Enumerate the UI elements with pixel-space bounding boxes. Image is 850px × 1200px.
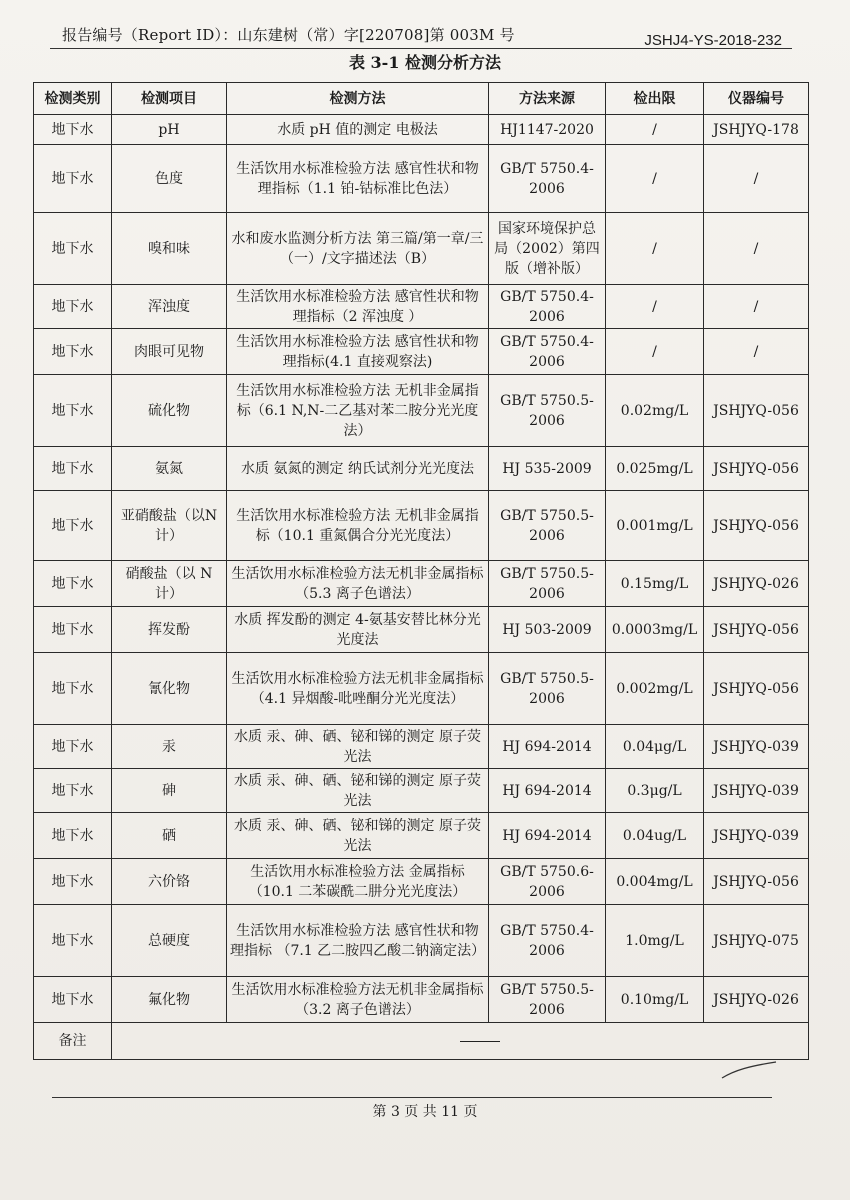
table-row bbox=[34, 491, 809, 561]
cell-limit: / bbox=[606, 115, 704, 145]
table-row bbox=[34, 145, 809, 213]
table-row bbox=[34, 561, 809, 607]
cell-source: HJ 694-2014 bbox=[489, 813, 606, 859]
cell-category: 地下水 bbox=[34, 725, 112, 769]
cell-method: 生活饮用水标准检验方法 感官性状和物理指标（2 浑浊度 ） bbox=[227, 285, 489, 329]
cell-limit: 0.10mg/L bbox=[606, 977, 704, 1023]
report-id: 报告编号（Report ID）：山东建树（常）字[220708]第 003M 号 bbox=[62, 26, 515, 44]
cell-method: 生活饮用水标准检验方法无机非金属指标（4.1 异烟酸-吡唑酮分光光度法） bbox=[227, 653, 489, 725]
cell-category: 地下水 bbox=[34, 813, 112, 859]
cell-limit: 0.15mg/L bbox=[606, 561, 704, 607]
cell-category: 地下水 bbox=[34, 653, 112, 725]
cell-instrument: / bbox=[704, 329, 809, 375]
cell-category: 地下水 bbox=[34, 561, 112, 607]
cell-instrument: / bbox=[704, 213, 809, 285]
cell-instrument: / bbox=[704, 145, 809, 213]
cell-instrument: JSHJYQ-056 bbox=[704, 491, 809, 561]
cell-source: GB/T 5750.4-2006 bbox=[489, 145, 606, 213]
cell-source: GB/T 5750.5-2006 bbox=[489, 977, 606, 1023]
cell-limit: 0.04ug/L bbox=[606, 813, 704, 859]
table-row bbox=[34, 725, 809, 769]
cell-item: 六价铬 bbox=[112, 859, 227, 905]
cell-limit: 0.001mg/L bbox=[606, 491, 704, 561]
table-row bbox=[34, 213, 809, 285]
cell-source: GB/T 5750.5-2006 bbox=[489, 561, 606, 607]
cell-limit: / bbox=[606, 285, 704, 329]
cell-category: 地下水 bbox=[34, 769, 112, 813]
cell-limit: / bbox=[606, 213, 704, 285]
cell-source: HJ 694-2014 bbox=[489, 769, 606, 813]
cell-instrument: JSHJYQ-039 bbox=[704, 769, 809, 813]
cell-instrument: JSHJYQ-056 bbox=[704, 447, 809, 491]
cell-item: 亚硝酸盐（以N 计） bbox=[112, 491, 227, 561]
note-dash bbox=[460, 1041, 500, 1042]
cell-method: 生活饮用水标准检验方法 感官性状和物理指标(4.1 直接观察法) bbox=[227, 329, 489, 375]
column-header: 方法来源 bbox=[489, 83, 606, 115]
cell-source: GB/T 5750.5-2006 bbox=[489, 653, 606, 725]
cell-method: 水质 汞、砷、硒、铋和锑的测定 原子荧光法 bbox=[227, 725, 489, 769]
cell-category: 地下水 bbox=[34, 145, 112, 213]
cell-item: 氨氮 bbox=[112, 447, 227, 491]
table-row bbox=[34, 653, 809, 725]
doc-code: JSHJ4-YS-2018-232 bbox=[644, 32, 782, 49]
cell-item: 硫化物 bbox=[112, 375, 227, 447]
cell-category: 地下水 bbox=[34, 375, 112, 447]
cell-item: 嗅和味 bbox=[112, 213, 227, 285]
cell-instrument: JSHJYQ-075 bbox=[704, 905, 809, 977]
cell-source: HJ 503-2009 bbox=[489, 607, 606, 653]
cell-method: 水质 pH 值的测定 电极法 bbox=[227, 115, 489, 145]
cell-category: 地下水 bbox=[34, 447, 112, 491]
column-header: 检测方法 bbox=[227, 83, 489, 115]
cell-limit: / bbox=[606, 329, 704, 375]
cell-limit: 0.02mg/L bbox=[606, 375, 704, 447]
cell-category: 地下水 bbox=[34, 977, 112, 1023]
cell-item: pH bbox=[112, 115, 227, 145]
table-row bbox=[34, 115, 809, 145]
note-value bbox=[112, 1023, 809, 1060]
cell-instrument: / bbox=[704, 285, 809, 329]
cell-item: 硒 bbox=[112, 813, 227, 859]
cell-method: 生活饮用水标准检验方法 无机非金属指标（10.1 重氮偶合分光光度法） bbox=[227, 491, 489, 561]
cell-item: 色度 bbox=[112, 145, 227, 213]
cell-limit: 0.025mg/L bbox=[606, 447, 704, 491]
header-divider bbox=[50, 48, 792, 49]
cell-instrument: JSHJYQ-039 bbox=[704, 725, 809, 769]
cell-method: 生活饮用水标准检验方法 无机非金属指标（6.1 N,N-二乙基对苯二胺分光光度法） bbox=[227, 375, 489, 447]
cell-method: 生活饮用水标准检验方法 金属指标（10.1 二苯碳酰二肼分光光度法） bbox=[227, 859, 489, 905]
cell-item: 挥发酚 bbox=[112, 607, 227, 653]
pen-mark-icon bbox=[720, 1060, 780, 1082]
cell-method: 水质 氨氮的测定 纳氏试剂分光光度法 bbox=[227, 447, 489, 491]
cell-item: 浑浊度 bbox=[112, 285, 227, 329]
table-title: 表 3-1 检测分析方法 bbox=[348, 53, 502, 72]
cell-source: GB/T 5750.4-2006 bbox=[489, 905, 606, 977]
cell-instrument: JSHJYQ-056 bbox=[704, 375, 809, 447]
table-row bbox=[34, 329, 809, 375]
cell-method: 水和废水监测分析方法 第三篇/第一章/三（一）/文字描述法（B） bbox=[227, 213, 489, 285]
cell-item: 砷 bbox=[112, 769, 227, 813]
cell-method: 水质 汞、砷、硒、铋和锑的测定 原子荧光法 bbox=[227, 813, 489, 859]
cell-source: HJ 694-2014 bbox=[489, 725, 606, 769]
cell-source: GB/T 5750.5-2006 bbox=[489, 491, 606, 561]
table-row bbox=[34, 769, 809, 813]
page-number: 第 3 页 共 11 页 bbox=[372, 1104, 478, 1120]
cell-category: 地下水 bbox=[34, 607, 112, 653]
table-row bbox=[34, 813, 809, 859]
cell-source: GB/T 5750.4-2006 bbox=[489, 329, 606, 375]
cell-source: HJ1147-2020 bbox=[489, 115, 606, 145]
cell-source: HJ 535-2009 bbox=[489, 447, 606, 491]
column-header: 检测项目 bbox=[112, 83, 227, 115]
cell-instrument: JSHJYQ-056 bbox=[704, 607, 809, 653]
cell-item: 氟化物 bbox=[112, 977, 227, 1023]
note-label: 备注 bbox=[34, 1023, 112, 1060]
cell-category: 地下水 bbox=[34, 491, 112, 561]
table-row bbox=[34, 447, 809, 491]
cell-item: 汞 bbox=[112, 725, 227, 769]
cell-source: GB/T 5750.6-2006 bbox=[489, 859, 606, 905]
cell-source: 国家环境保护总局（2002）第四版（增补版） bbox=[489, 213, 606, 285]
column-header: 检出限 bbox=[606, 83, 704, 115]
table-row bbox=[34, 375, 809, 447]
table-row bbox=[34, 859, 809, 905]
table-row bbox=[34, 905, 809, 977]
cell-limit: 0.04μg/L bbox=[606, 725, 704, 769]
cell-limit: 0.002mg/L bbox=[606, 653, 704, 725]
cell-instrument: JSHJYQ-026 bbox=[704, 561, 809, 607]
cell-limit: 1.0mg/L bbox=[606, 905, 704, 977]
cell-limit: / bbox=[606, 145, 704, 213]
methods-table bbox=[33, 82, 809, 1060]
cell-method: 生活饮用水标准检验方法无机非金属指标（3.2 离子色谱法） bbox=[227, 977, 489, 1023]
cell-item: 氰化物 bbox=[112, 653, 227, 725]
table-row bbox=[34, 607, 809, 653]
cell-category: 地下水 bbox=[34, 285, 112, 329]
cell-limit: 0.004mg/L bbox=[606, 859, 704, 905]
cell-method: 水质 挥发酚的测定 4-氨基安替比林分光光度法 bbox=[227, 607, 489, 653]
table-body bbox=[34, 115, 809, 1060]
cell-method: 水质 汞、砷、硒、铋和锑的测定 原子荧光法 bbox=[227, 769, 489, 813]
column-header: 仪器编号 bbox=[704, 83, 809, 115]
footer-divider bbox=[52, 1097, 772, 1098]
cell-source: GB/T 5750.4-2006 bbox=[489, 285, 606, 329]
cell-category: 地下水 bbox=[34, 859, 112, 905]
cell-category: 地下水 bbox=[34, 213, 112, 285]
cell-limit: 0.0003mg/L bbox=[606, 607, 704, 653]
cell-method: 生活饮用水标准检验方法 感官性状和物理指标 （7.1 乙二胺四乙酸二钠滴定法） bbox=[227, 905, 489, 977]
cell-item: 总硬度 bbox=[112, 905, 227, 977]
cell-method: 生活饮用水标准检验方法 感官性状和物理指标（1.1 铂-钴标准比色法） bbox=[227, 145, 489, 213]
cell-category: 地下水 bbox=[34, 115, 112, 145]
cell-instrument: JSHJYQ-178 bbox=[704, 115, 809, 145]
column-header: 检测类别 bbox=[34, 83, 112, 115]
cell-item: 硝酸盐（以 N 计） bbox=[112, 561, 227, 607]
cell-limit: 0.3μg/L bbox=[606, 769, 704, 813]
table-header-row bbox=[34, 83, 809, 115]
cell-instrument: JSHJYQ-026 bbox=[704, 977, 809, 1023]
cell-instrument: JSHJYQ-039 bbox=[704, 813, 809, 859]
cell-category: 地下水 bbox=[34, 329, 112, 375]
cell-method: 生活饮用水标准检验方法无机非金属指标（5.3 离子色谱法） bbox=[227, 561, 489, 607]
cell-instrument: JSHJYQ-056 bbox=[704, 653, 809, 725]
cell-source: GB/T 5750.5-2006 bbox=[489, 375, 606, 447]
cell-category: 地下水 bbox=[34, 905, 112, 977]
note-row bbox=[34, 1023, 809, 1060]
table-row bbox=[34, 977, 809, 1023]
table-row bbox=[34, 285, 809, 329]
cell-item: 肉眼可见物 bbox=[112, 329, 227, 375]
cell-instrument: JSHJYQ-056 bbox=[704, 859, 809, 905]
